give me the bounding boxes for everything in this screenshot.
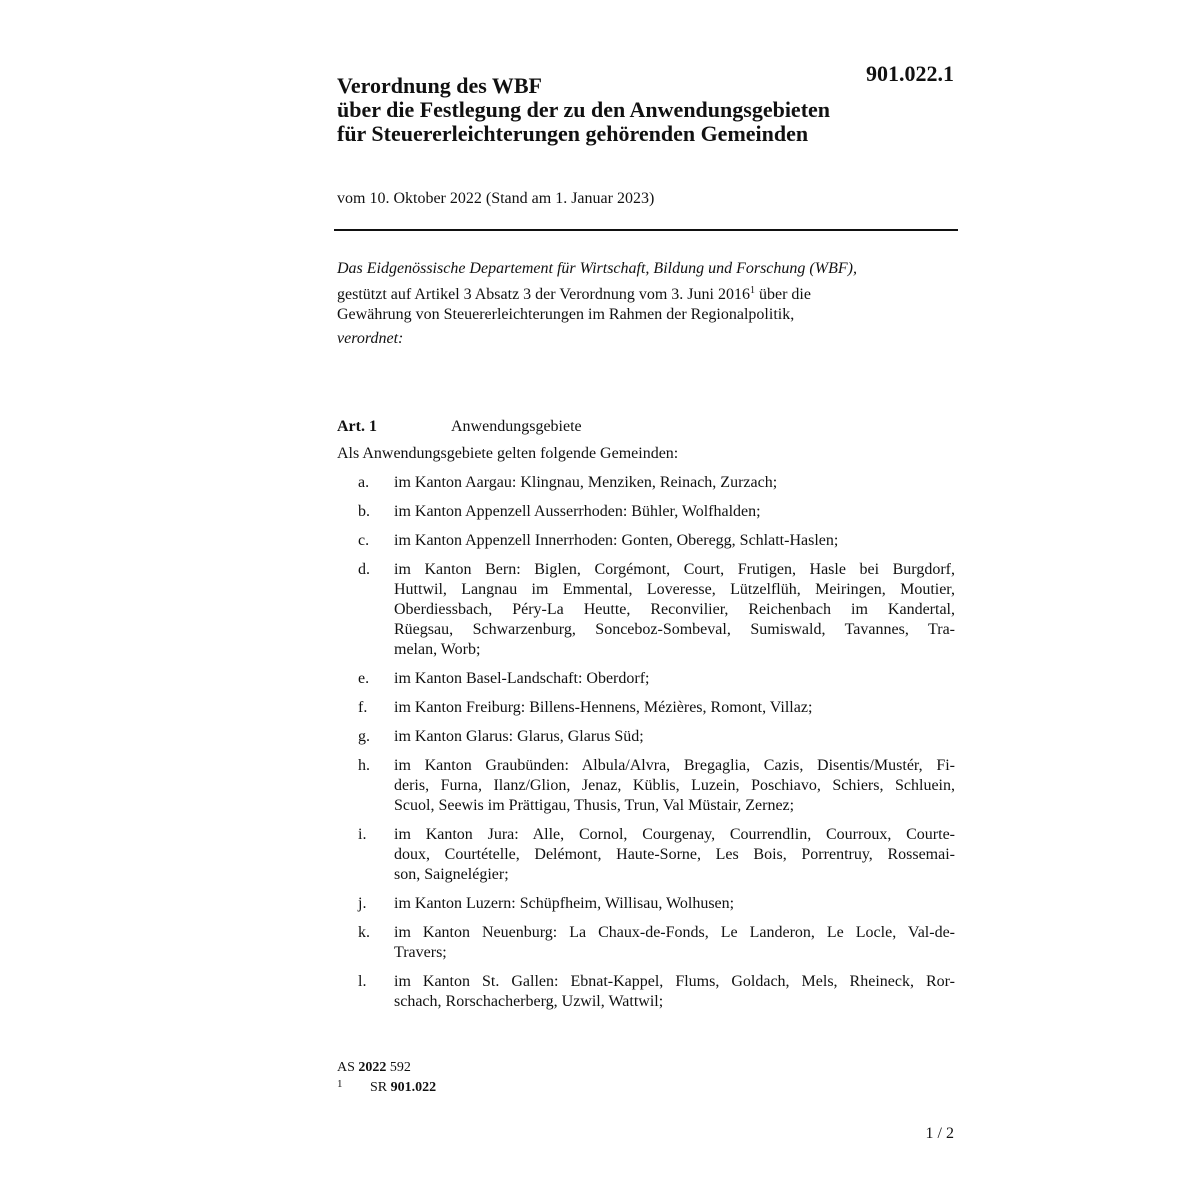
list-item-letter: h. (358, 757, 370, 774)
list-item-letter: i. (358, 826, 367, 843)
as-year: 2022 (358, 1060, 387, 1075)
preamble-basis-line: Gewährung von Steuererleichterungen im Rahmen der Regionalpolitik, (337, 306, 795, 323)
list-item (337, 502, 955, 522)
list-item-letter: j. (358, 895, 367, 912)
list-item-text (394, 698, 955, 718)
footnote-sr-reference: 901.022 (390, 1080, 437, 1095)
list-item-letter: c. (358, 532, 370, 549)
list-item-line: im Kanton Neuenburg: La Chaux-de-Fonds, Le Landeron, Le Locle, Val-de- (394, 924, 955, 941)
list-item-line: schach, Rorschacherberg, Uzwil, Wattwil; (394, 993, 664, 1010)
document-title (337, 74, 937, 146)
official-collection-reference (337, 1058, 436, 1078)
list-item (337, 972, 955, 1012)
list-item (337, 560, 955, 660)
footnote-prefix: SR (370, 1080, 391, 1095)
list-item-line: im Kanton Aargau: Klingnau, Menziken, Reinach, Zurzach; (394, 474, 778, 491)
list-item (337, 698, 955, 718)
list-item (337, 825, 955, 885)
preamble-ordains: verordnet: (337, 330, 404, 347)
list-item-text (394, 894, 955, 914)
preamble-basis (337, 285, 955, 325)
list-item-line: Scuol, Seewis im Prättigau, Thusis, Trun, Val Müstair, Zernez; (394, 797, 795, 814)
date-line: vom 10. Oktober 2022 (Stand am 1. Januar 2023) (337, 190, 655, 207)
article-intro: Als Anwendungsgebiete gelten folgende Gemeinden: (337, 445, 679, 462)
list-item-text (394, 560, 955, 660)
list-item-letter: g. (358, 728, 370, 745)
title-line: für Steuererleichterungen gehörenden Gemeinden (337, 121, 809, 146)
list-item (337, 531, 955, 551)
list-item-text (394, 972, 955, 1012)
list-item-line: son, Saignelégier; (394, 866, 509, 883)
article-title: Anwendungsgebiete (451, 418, 582, 435)
list-item-line: im Kanton Bern: Biglen, Corgémont, Court, Frutigen, Hasle bei Burgdorf, (394, 561, 955, 578)
list-item-text (394, 923, 955, 963)
list-item-line: im Kanton Basel-Landschaft: Oberdorf; (394, 670, 650, 687)
list-item (337, 923, 955, 963)
list-item-line: Rüegsau, Schwarzenburg, Sonceboz-Sombeval, Sumiswald, Tavannes, Tra- (394, 621, 955, 638)
list-item-text (394, 756, 955, 816)
list-item (337, 669, 955, 689)
list-item-line: doux, Courtételle, Delémont, Haute-Sorne, Les Bois, Porrentruy, Rossemai- (394, 846, 955, 863)
list-item-text (394, 473, 955, 493)
list-item-letter: l. (358, 973, 367, 990)
footnote-1: 1 SR 901.022 (337, 1078, 437, 1095)
list-item-text (394, 825, 955, 885)
list-item-letter: k. (358, 924, 370, 941)
list-item-line: im Kanton Glarus: Glarus, Glarus Süd; (394, 728, 644, 745)
title-line: über die Festlegung der zu den Anwendungsgebieten (337, 97, 831, 122)
title-line: Verordnung des WBF (337, 73, 542, 98)
list-item-line: deris, Furna, Ilanz/Glion, Jenaz, Küblis, Luzein, Poschiavo, Schiers, Schluein, (394, 777, 955, 794)
as-prefix: AS (337, 1060, 359, 1075)
basis-text: gestützt auf Artikel 3 Absatz 3 der Verordnung vom 3. Juni 2016 (337, 286, 750, 303)
article-heading (337, 416, 582, 438)
footnotes (337, 1058, 436, 1098)
preamble (337, 259, 955, 349)
list-item-text (394, 531, 955, 551)
list-item-line: im Kanton Jura: Alle, Cornol, Courgenay, Courrendlin, Courroux, Courte- (394, 826, 955, 843)
footnote-reference: 1 (749, 285, 755, 296)
list-item-line: im Kanton Freiburg: Billens-Hennens, Mézières, Romont, Villaz; (394, 699, 813, 716)
list-item-text (394, 727, 955, 747)
list-item-letter: d. (358, 561, 370, 578)
municipality-list (337, 473, 955, 1021)
sr-number: 901.022.1 (866, 61, 954, 86)
page-number: 1 / 2 (925, 1125, 954, 1142)
list-item-line: im Kanton Graubünden: Albula/Alvra, Bregaglia, Cazis, Disentis/Mustér, Fi- (394, 757, 955, 774)
list-item-text (394, 669, 955, 689)
list-item (337, 727, 955, 747)
list-item-line: im Kanton Appenzell Innerrhoden: Gonten, Oberegg, Schlatt-Haslen; (394, 532, 839, 549)
as-page: 592 (386, 1060, 411, 1075)
list-item-letter: e. (358, 670, 370, 687)
list-item-letter: a. (358, 474, 370, 491)
title-divider (334, 229, 958, 231)
list-item-line: im Kanton Appenzell Ausserrhoden: Bühler, Wolfhalden; (394, 503, 761, 520)
list-item (337, 756, 955, 816)
list-item-line: Oberdiessbach, Péry-La Heutte, Reconvilier, Reichenbach im Kandertal, (394, 601, 955, 618)
list-item-line: melan, Worb; (394, 641, 481, 658)
list-item-line: im Kanton St. Gallen: Ebnat-Kappel, Flums, Goldach, Mels, Rheineck, Ror- (394, 973, 955, 990)
list-item-text (394, 502, 955, 522)
list-item-letter: f. (358, 699, 368, 716)
preamble-authority: Das Eidgenössische Departement für Wirtschaft, Bildung und Forschung (WBF), (337, 260, 857, 277)
list-item (337, 473, 955, 493)
basis-text: über die (754, 286, 811, 303)
list-item-letter: b. (358, 503, 370, 520)
list-item-line: Travers; (394, 944, 447, 961)
list-item-line: Huttwil, Langnau im Emmental, Loveresse, Lützelflüh, Meiringen, Moutier, (394, 581, 955, 598)
article-number: Art. 1 (337, 418, 377, 435)
preamble-basis-line (337, 285, 955, 305)
list-item-line: im Kanton Luzern: Schüpfheim, Willisau, Wolhusen; (394, 895, 735, 912)
list-item (337, 894, 955, 914)
